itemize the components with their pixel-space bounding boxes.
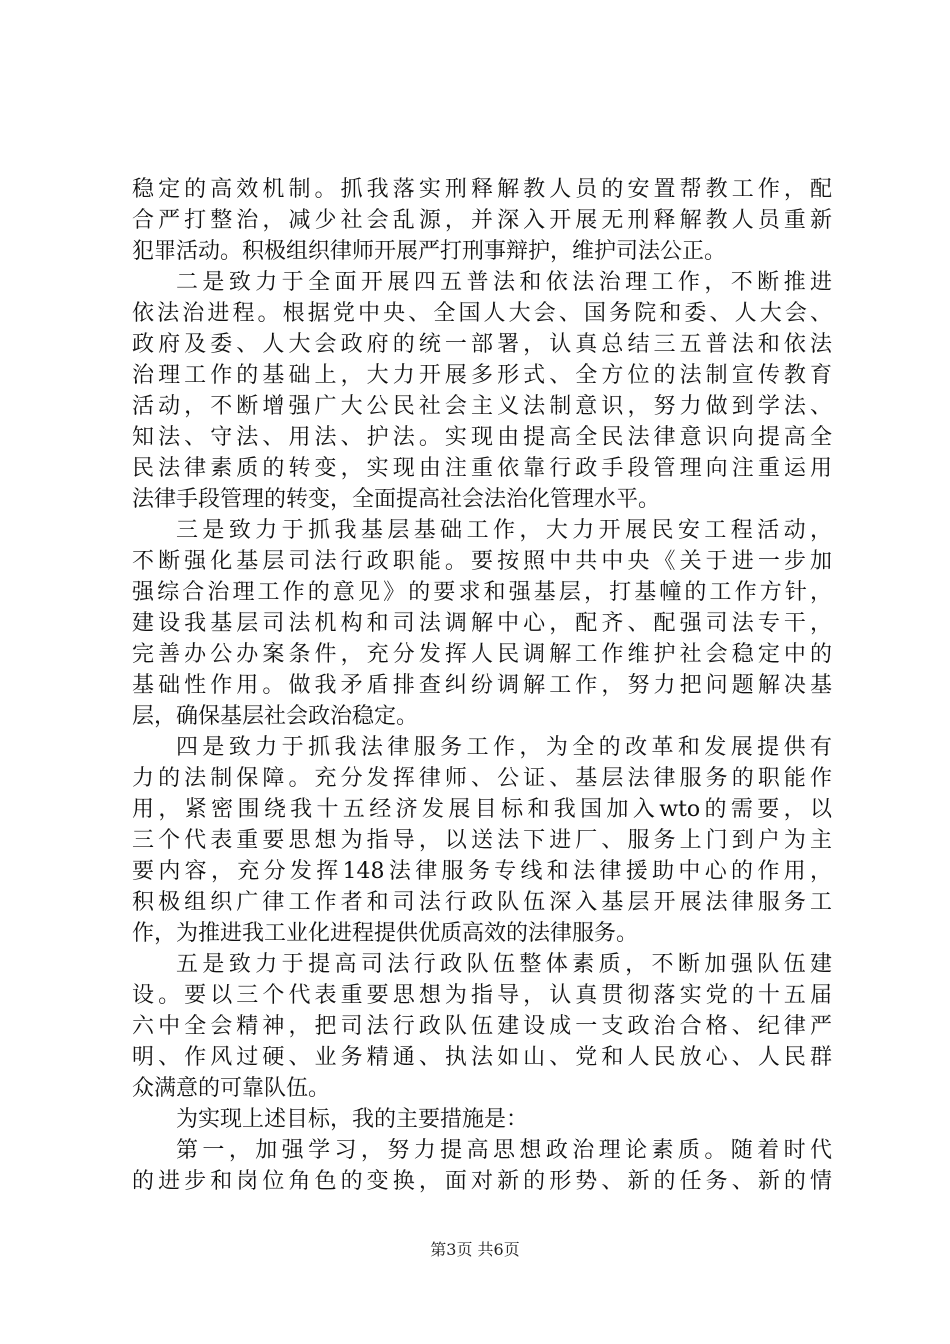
text-line: 稳定的高效机制。抓我落实刑释解教人员的安置帮教工作，配: [132, 177, 832, 202]
text-line: 力的法制保障。充分发挥律师、公证、基层法律服务的职能作: [132, 766, 832, 791]
text-line: 第一，加强学习，努力提高思想政治理论素质。随着时代: [176, 1138, 832, 1163]
text-line: 二是致力于全面开展四五普法和依法治理工作，不断推进: [176, 270, 832, 295]
text-line: 明、作风过硬、业务精通、执法如山、党和人民放心、人民群: [132, 1045, 832, 1070]
text-line: 强综合治理工作的意见》的要求和强基层，打基幢的工作方针，: [132, 580, 832, 605]
text-line: 治理工作的基础上，大力开展多形式、全方位的法制宣传教育: [132, 363, 832, 388]
text-line: 四是致力于抓我法律服务工作，为全的改革和发展提供有: [176, 735, 832, 760]
text-line: 活动，不断增强广大公民社会主义法制意识，努力做到学法、: [132, 394, 832, 419]
document-body: [132, 174, 832, 1197]
text-line: 五是致力于提高司法行政队伍整体素质，不断加强队伍建: [176, 952, 832, 977]
text-line: 建设我基层司法机构和司法调解中心，配齐、配强司法专干，: [132, 611, 832, 636]
text-line: 知法、守法、用法、护法。实现由提高全民法律意识向提高全: [132, 425, 832, 450]
text-line: 要内容，充分发挥148法律服务专线和法律援助中心的作用，: [132, 859, 832, 884]
text-line: 三是致力于抓我基层基础工作，大力开展民安工程活动，: [176, 518, 832, 543]
text-line: 法律手段管理的转变，全面提高社会法治化管理水平。: [132, 487, 661, 512]
text-line: 层，确保基层社会政治稳定。: [132, 704, 419, 729]
text-line: 不断强化基层司法行政职能。要按照中共中央《关于进一步加: [132, 549, 832, 574]
text-line: 完善办公办案条件，充分发挥人民调解工作维护社会稳定中的: [132, 642, 832, 667]
text-line: 的进步和岗位角色的变换，面对新的形势、新的任务、新的情: [132, 1169, 832, 1194]
text-line: 六中全会精神，把司法行政队伍建设成一支政治合格、纪律严: [132, 1014, 832, 1039]
text-line: 民法律素质的转变，实现由注重依靠行政手段管理向注重运用: [132, 456, 832, 481]
text-line: 用，紧密围绕我十五经济发展目标和我国加入wto的需要，以: [132, 797, 832, 822]
text-line: 合严打整治，减少社会乱源，并深入开展无刑释解教人员重新: [132, 208, 832, 233]
text-line: 设。要以三个代表重要思想为指导，认真贯彻落实党的十五届: [132, 983, 832, 1008]
text-line: 积极组织广律工作者和司法行政队伍深入基层开展法律服务工: [132, 890, 832, 915]
text-line: 依法治进程。根据党中央、全国人大会、国务院和委、人大会、: [132, 301, 832, 326]
page-footer: 第3页 共6页: [430, 1240, 520, 1259]
text-line: 众满意的可靠队伍。: [132, 1076, 331, 1101]
text-line: 政府及委、人大会政府的统一部署，认真总结三五普法和依法: [132, 332, 832, 357]
text-line: 基础性作用。做我矛盾排查纠纷调解工作，努力把问题解决基: [132, 673, 832, 698]
text-line: 为实现上述目标，我的主要措施是：: [176, 1107, 529, 1132]
text-line: 三个代表重要思想为指导，以送法下进厂、服务上门到户为主: [132, 828, 832, 853]
text-line: 犯罪活动。积极组织律师开展严打刑事辩护，维护司法公正。: [132, 239, 727, 264]
text-line: 作，为推进我工业化进程提供优质高效的法律服务。: [132, 921, 639, 946]
